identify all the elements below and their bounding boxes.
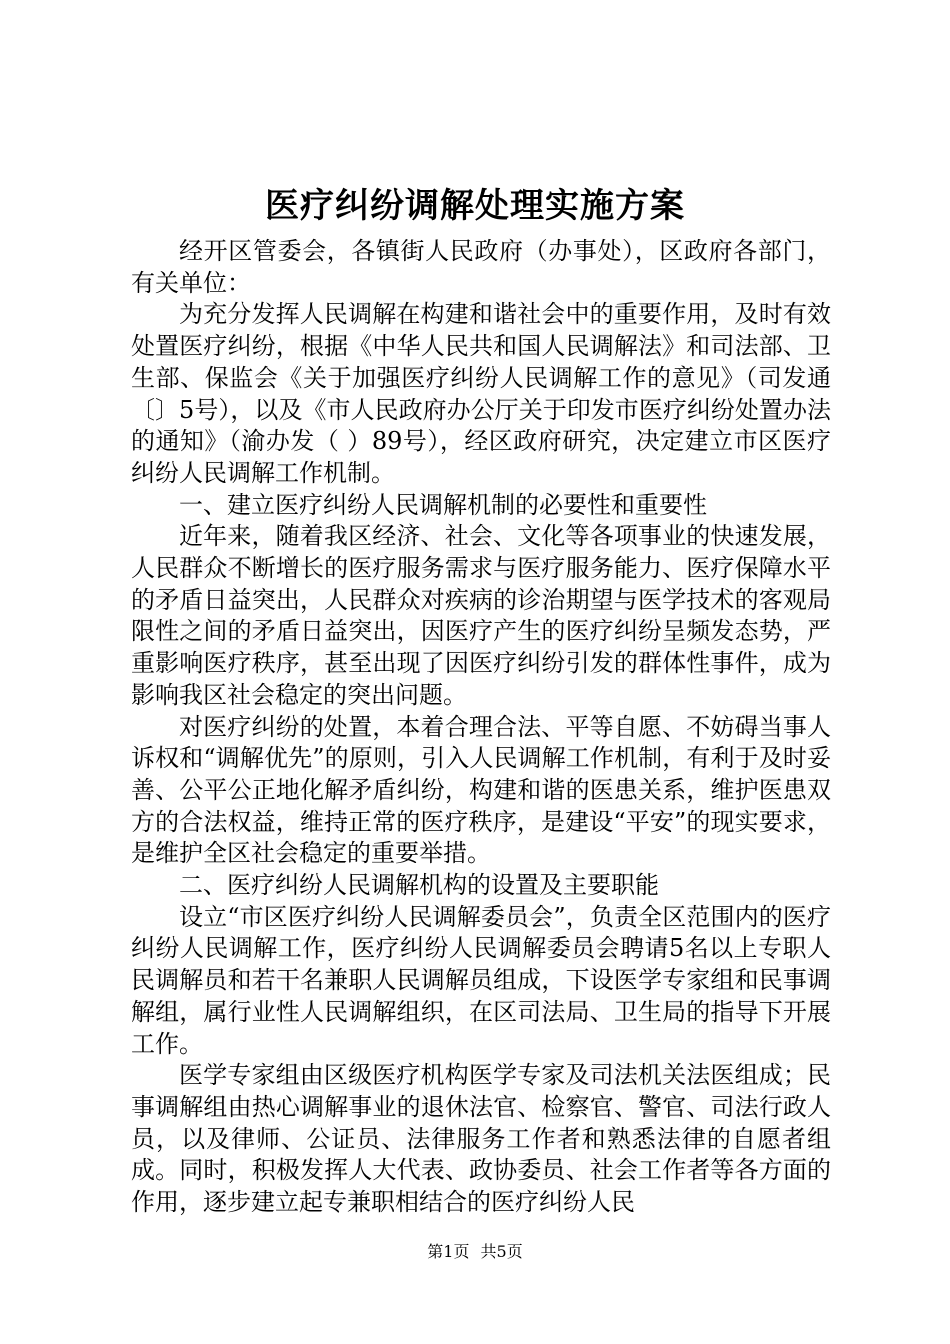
section-heading-1: 一、建立医疗纠纷人民调解机制的必要性和重要性 — [179, 490, 707, 519]
page-footer — [0, 1240, 950, 1264]
page-total: 共5页 — [480, 1242, 523, 1261]
paragraph-committee: 设立“市区医疗纠纷人民调解委员会”，负责全区范围内的医疗纠纷人民调解工作，医疗纠纷人民调解委员会聘请5名以上专职人民调解员和若干名兼职人民调解员组成，下设医学专家组和民事调解组，属行业性人民调解组织，在区司法局、卫生局的指导下开展工作。 — [131, 902, 831, 1058]
paragraph-principles: 对医疗纠纷的处置，本着合理合法、平等自愿、不妨碍当事人诉权和“调解优先”的原则，引入人民调解工作机制，有利于及时妥善、公平公正地化解矛盾纠纷，构建和谐的医患关系，维护医患双方的合法权益，维持正常的医疗秩序，是建设“平安”的现实要求，是维护全区社会稳定的重要举措。 — [131, 712, 831, 868]
paragraph-preamble: 为充分发挥人民调解在构建和谐社会中的重要作用，及时有效处置医疗纠纷，根据《中华人民共和国人民调解法》和司法部、卫生部、保监会《关于加强医疗纠纷人民调解工作的意见》（司发通〔〕5号），以及《市人民政府办公厅关于印发市医疗纠纷处置办法的通知》（渝办发（ ）89号），经区政府研究，决定建立市区医疗纠纷人民调解工作机制。 — [131, 300, 831, 487]
paragraph-background: 近年来，随着我区经济、社会、文化等各项事业的快速发展，人民群众不断增长的医疗服务需求与医疗服务能力、医疗保障水平的矛盾日益突出，人民群众对疾病的诊治期望与医学技术的客观局限性之间的矛盾日益突出，因医疗产生的医疗纠纷呈频发态势，严重影响医疗秩序，甚至出现了因医疗纠纷引发的群体性事件，成为影响我区社会稳定的突出问题。 — [131, 522, 831, 709]
section-heading-2: 二、医疗纠纷人民调解机构的设置及主要职能 — [179, 871, 659, 900]
paragraph-expert-groups: 医学专家组由区级医疗机构医学专家及司法机关法医组成；民事调解组由热心调解事业的退休法官、检察官、警官、司法行政人员，以及律师、公证员、法律服务工作者和熟悉法律的自愿者组成。同时，积极发挥人大代表、政协委员、社会工作者等各方面的作用，逐步建立起专兼职相结合的医疗纠纷人民 — [131, 1061, 831, 1217]
paragraph-addressees: 经开区管委会，各镇街人民政府（办事处），区政府各部门，有关单位： — [131, 237, 831, 297]
document-body — [131, 236, 831, 1219]
document-title: 医疗纠纷调解处理实施方案 — [265, 186, 685, 226]
page-number: 第1页 — [427, 1242, 470, 1261]
